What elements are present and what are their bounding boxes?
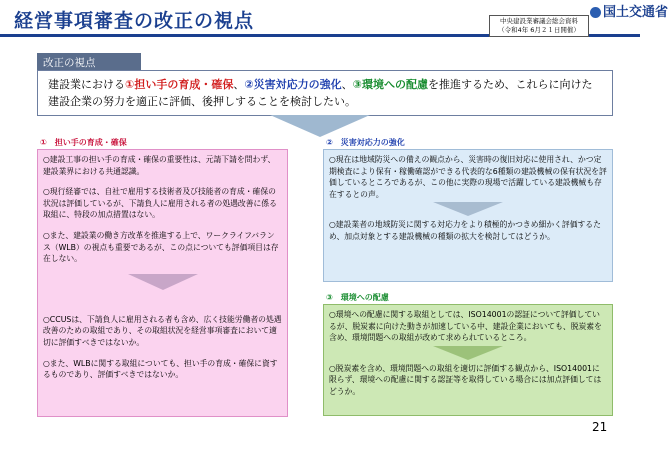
section-1-item-3: ○また、建設業の働き方改革を推進する上で、ワークライフバランス（WLB）の視点も重要であるが、この点についても評価項目は存在しない。 [43, 230, 279, 264]
section-2-arrow-icon [433, 202, 503, 216]
meeting-line-1: 中央建設業審議会総会資料 [500, 17, 578, 25]
intro-highlight-1: ①担い手の育成・確保 [125, 78, 234, 91]
section-3-box [323, 304, 613, 416]
section-1-item-2: ○現行経審では、自社で雇用する技術者及び技能者の育成・確保の状況は評価しているが、下請負人に雇用される者の処遇改善に係る取組に、特段の加点措置はない。 [43, 187, 277, 220]
page-number: 21 [592, 420, 608, 434]
logo-text: 国土交通省 [603, 5, 668, 20]
down-arrow-icon [270, 115, 370, 137]
intro-sep-2: 、 [341, 78, 353, 91]
logo-mark-icon [590, 7, 601, 18]
intro-highlight-2: ②災害対応力の強化 [244, 78, 342, 91]
section-2-box [323, 149, 613, 282]
section-2-item-1: ○現在は地域防災への備えの観点から、災害時の復旧対応に使用され、かつ定期検査により保有・稼働確認ができる代表的な6種類の建設機械の保有状況を評価しているところであるが、この他に実際の現場で活躍している建設機械も存在するとの声。 [329, 155, 607, 199]
section-1-item-5: ○また、WLBに関する取組についても、担い手の育成・確保に資するものであり、評価すべきではないか。 [43, 358, 278, 380]
page-title: 経営事項審査の改正の視点 [14, 10, 255, 32]
section-2-heading: ② 災害対応力の強化 [326, 138, 405, 147]
intro-box [37, 70, 613, 116]
section-1-item-1: ○建設工事の担い手の育成・確保の重要性は、元請下請を問わず、建設業界における共通認識。 [43, 155, 276, 176]
intro-sep-1: 、 [233, 78, 245, 91]
intro-text-b: を推進するため、これらに向けた建設企業の努力を適正に評価、後押しすることを検討したい。 [48, 78, 593, 108]
intro-highlight-3: ③環境への配慮 [352, 78, 428, 91]
meeting-line-2: （令和4年 6月２１日開催） [498, 26, 580, 34]
meeting-info [489, 15, 589, 37]
section-3-item-2: ○脱炭素を含め、環境問題への取組を適切に評価する観点から、ISO14001に限らず、環境への配慮に関する認証等を取得している場合には加点評価してはどうか。 [329, 363, 602, 396]
section-1-arrow-icon [128, 274, 198, 290]
intro-text-a: 建設業における [48, 78, 125, 91]
section-3-heading: ③ 環境への配慮 [326, 293, 389, 302]
section-3-arrow-icon [433, 346, 503, 360]
intro-tab-label: 改正の視点 [37, 53, 141, 70]
section-1-box [37, 149, 288, 417]
section-1-item-4: ○CCUSは、下請負人に雇用される者も含め、広く技能労働者の処遇改善のための取組であり、その取組状況を経営事項審査において適切に評価すべきではないか。 [43, 314, 282, 347]
section-2-item-2: ○建設業者の地域防災に関する対応力をより積極的かつきめ細かく評価するため、加点対象とする建設機械の種類の拡大を検討してはどうか。 [329, 220, 601, 241]
section-3-item-1: ○環境への配慮に関する取組としては、ISO14001の認証について評価しているが、脱炭素に向けた動きが加速している中、建設企業においても、脱炭素を含め、環境問題への取組が改めて求められているところ。 [329, 310, 602, 343]
ministry-logo [590, 1, 668, 20]
section-1-heading: ① 担い手の育成・確保 [40, 138, 127, 147]
